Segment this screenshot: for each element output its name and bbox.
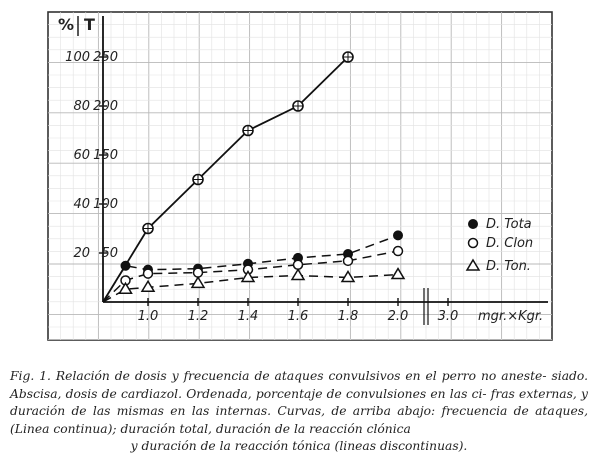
- x-tick-label: 1.8: [337, 309, 359, 324]
- point-total: [394, 231, 403, 240]
- point-tonica: [192, 277, 204, 287]
- chart-series: [103, 52, 404, 302]
- x-tick-label: 1.0: [137, 309, 159, 324]
- point-clonica: [344, 256, 353, 265]
- point-tonica: [392, 269, 404, 279]
- x-tick-label: 2.0: [387, 309, 409, 324]
- caption-line-3: fras externas, y duración de las mismas en las internas. Curvas, de arriba abajo:: [10, 386, 588, 418]
- series-line-frecuencia: [103, 57, 348, 302]
- caption-line-1: Fig. 1. Relación de dosis y frecuencia de ataques convulsivos en el perro no aneste-: [10, 369, 547, 383]
- x-tick-label: 1.2: [187, 309, 209, 324]
- x-tick-label: 3.0: [437, 309, 459, 324]
- x-axis-unit: mgr.×Kgr.: [478, 309, 544, 324]
- point-legend-tonica: [467, 260, 479, 270]
- y-tick-value: 250: [93, 50, 118, 65]
- y-tick-percent: 20: [73, 246, 90, 261]
- point-clonica: [194, 268, 203, 277]
- y-tick-value: 100: [93, 197, 118, 212]
- y-tick-value: 150: [93, 148, 118, 163]
- figure-caption: [10, 368, 588, 456]
- y-tick-value: 200: [93, 99, 118, 114]
- chart-legend: [467, 217, 533, 274]
- caption-line-4: frecuencia de ataques, (Linea continua); duración total, duración de la reacción clónica: [10, 404, 588, 436]
- point-total: [121, 261, 130, 270]
- y-tick-percent: 40: [73, 197, 90, 212]
- x-tick-label: 1.4: [237, 309, 259, 324]
- point-clonica: [394, 247, 403, 256]
- legend-label-tonica: D. Ton.: [486, 259, 531, 274]
- point-tonica: [292, 270, 304, 280]
- y-tick-percent: 80: [73, 99, 90, 114]
- point-clonica: [294, 260, 303, 269]
- y-tick-value: 50: [101, 246, 118, 261]
- caption-line-5: y duración de la reacción tónica (lineas discontinuas).: [130, 439, 468, 453]
- legend-label-total: D. Tota: [486, 217, 532, 232]
- caption-line-2: siado. Abscisa, dosis de cardiazol. Ordenada, porcentaje de convulsiones en las ci-: [10, 369, 588, 401]
- y-tick-percent: 60: [73, 148, 90, 163]
- point-legend-total: [469, 220, 478, 229]
- left-axis-symbol: %: [58, 15, 75, 34]
- point-clonica: [144, 269, 153, 278]
- point-legend-clonica: [469, 239, 478, 248]
- right-axis-symbol: T: [84, 15, 95, 34]
- x-tick-label: 1.6: [287, 309, 309, 324]
- y-tick-percent: 100: [65, 50, 90, 65]
- legend-label-clonica: D. Clon: [486, 236, 534, 251]
